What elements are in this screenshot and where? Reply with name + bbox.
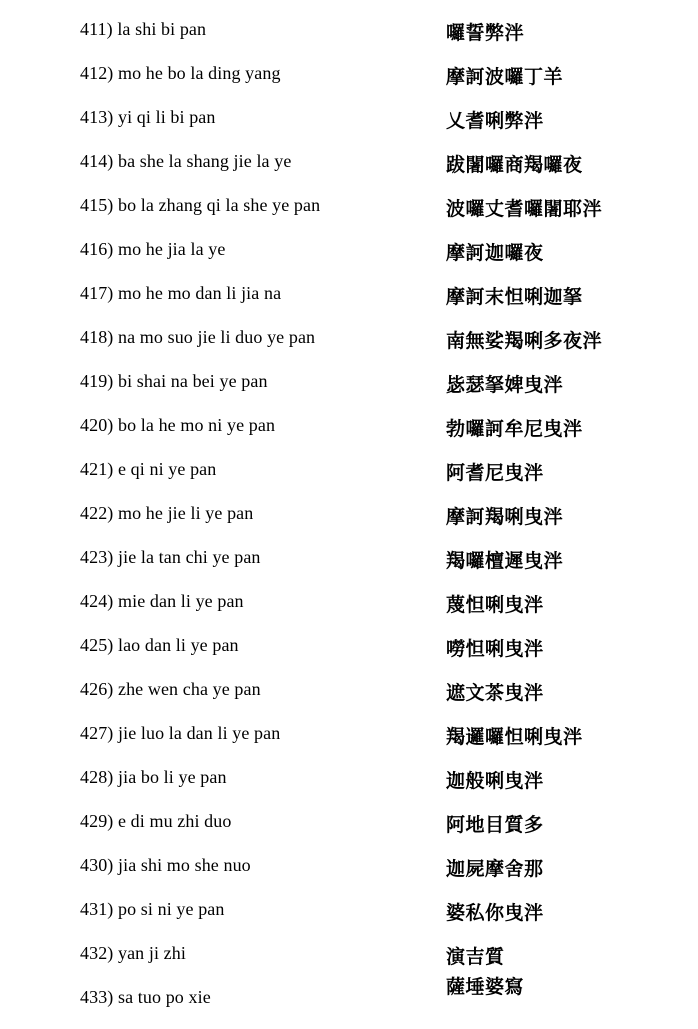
list-item (0, 633, 698, 677)
hanzi-text: 跋闍囉商羯囉夜 (446, 154, 583, 176)
hanzi-text: 摩訶波囉丁羊 (446, 66, 564, 88)
list-item (0, 457, 698, 501)
pinyin-text: 413) yi qi li bi pan (80, 107, 216, 127)
list-item (0, 941, 698, 985)
list-item (0, 809, 698, 853)
pinyin-text: 432) yan ji zhi (80, 943, 186, 963)
list-item (0, 897, 698, 941)
pinyin-text: 422) mo he jie li ye pan (80, 503, 254, 523)
hanzi-text: 迦屍摩舍那 (446, 858, 544, 880)
list-item (0, 193, 698, 237)
hanzi-text: 囉誓弊泮 (446, 22, 525, 44)
list-item (0, 61, 698, 105)
pinyin-text: 419) bi shai na bei ye pan (80, 371, 268, 391)
list-item (0, 545, 698, 589)
hanzi-text: 毖瑟拏婢曳泮 (446, 374, 564, 396)
pinyin-text: 426) zhe wen cha ye pan (80, 679, 261, 699)
list-item (0, 677, 698, 721)
pinyin-text: 431) po si ni ye pan (80, 899, 225, 919)
hanzi-text: 勃囉訶牟尼曳泮 (446, 418, 583, 440)
hanzi-text: 摩訶迦囉夜 (446, 242, 544, 264)
list-item (0, 501, 698, 545)
pinyin-text: 430) jia shi mo she nuo (80, 855, 251, 875)
hanzi-text: 阿耆尼曳泮 (446, 462, 544, 484)
pinyin-text: 417) mo he mo dan li jia na (80, 283, 282, 303)
hanzi-text: 嘮怛唎曳泮 (446, 638, 544, 660)
list-item (0, 765, 698, 809)
hanzi-text: 摩訶末怛唎迦拏 (446, 286, 583, 308)
hanzi-text: 迦般唎曳泮 (446, 770, 544, 792)
hanzi-text: 摩訶羯唎曳泮 (446, 506, 564, 528)
list-item (0, 976, 698, 1029)
list-item (0, 105, 698, 149)
pinyin-text: 421) e qi ni ye pan (80, 459, 217, 479)
pinyin-text: 423) jie la tan chi ye pan (80, 547, 261, 567)
pinyin-text: 429) e di mu zhi duo (80, 811, 232, 831)
list-item (0, 281, 698, 325)
pinyin-text: 424) mie dan li ye pan (80, 591, 244, 611)
pinyin-text: 416) mo he jia la ye (80, 239, 226, 259)
pinyin-text: 411) la shi bi pan (80, 19, 207, 39)
pinyin-text: 420) bo la he mo ni ye pan (80, 415, 276, 435)
list-item (0, 237, 698, 281)
hanzi-text: 遮文茶曳泮 (446, 682, 544, 704)
list-item (0, 413, 698, 457)
hanzi-text: 羯邏囉怛唎曳泮 (446, 726, 583, 748)
pinyin-text: 418) na mo suo jie li duo ye pan (80, 327, 316, 347)
list-item (0, 853, 698, 897)
pinyin-text: 414) ba she la shang jie la ye (80, 151, 292, 171)
list-item (0, 325, 698, 369)
list-item (0, 721, 698, 765)
list-item (0, 369, 698, 413)
hanzi-text: 演吉質 (446, 946, 505, 968)
hanzi-text: 阿地目質多 (446, 814, 544, 836)
pinyin-text: 425) lao dan li ye pan (80, 635, 239, 655)
list-item (0, 17, 698, 61)
pinyin-text: 427) jie luo la dan li ye pan (80, 723, 281, 743)
pinyin-text: 415) bo la zhang qi la she ye pan (80, 195, 321, 215)
hanzi-text: 薩埵婆寫 (446, 976, 525, 998)
hanzi-text: 蔑怛唎曳泮 (446, 594, 544, 616)
list-item (0, 149, 698, 193)
hanzi-text: 羯囉檀遲曳泮 (446, 550, 564, 572)
hanzi-text: 乂耆唎弊泮 (446, 110, 544, 132)
hanzi-text: 波囉丈耆囉闍耶泮 (446, 198, 603, 220)
list-item (0, 589, 698, 633)
hanzi-text: 南無娑羯唎多夜泮 (446, 330, 603, 352)
pinyin-text: 428) jia bo li ye pan (80, 767, 227, 787)
hanzi-text: 婆私你曳泮 (446, 902, 544, 924)
pinyin-text: 433) sa tuo po xie (80, 987, 211, 1007)
pinyin-text: 412) mo he bo la ding yang (80, 63, 281, 83)
